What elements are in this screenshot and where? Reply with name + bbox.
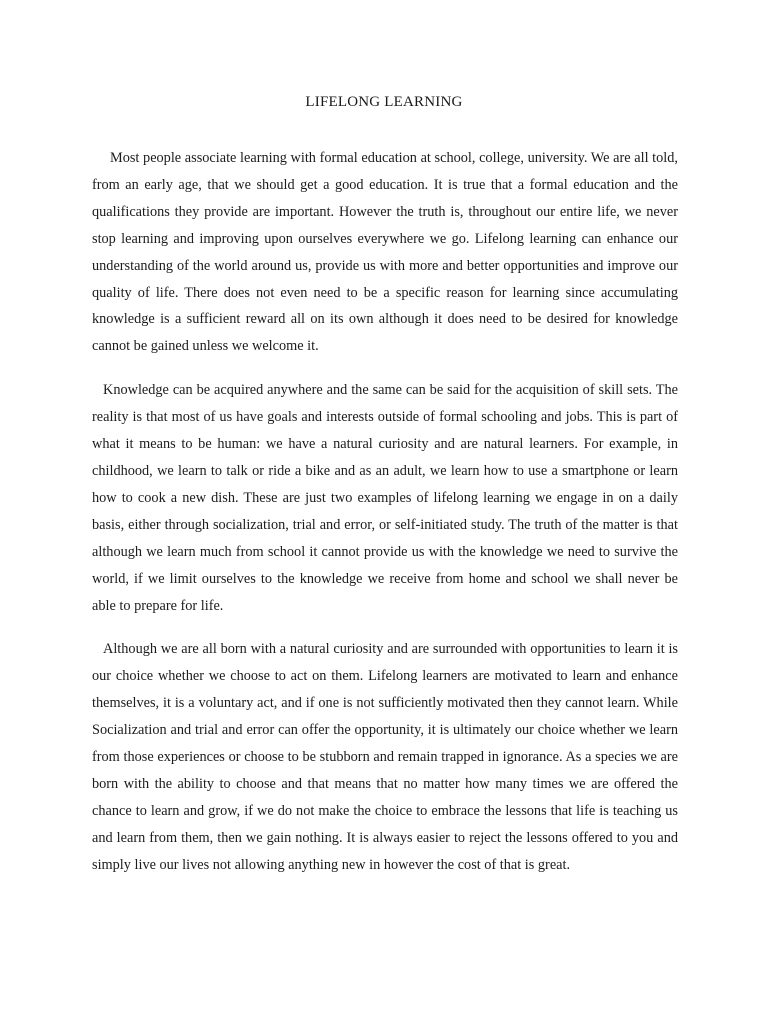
document-body bbox=[92, 145, 678, 879]
paragraph-2: Knowledge can be acquired anywhere and the same can be said for the acquisition of skill sets. The reality is that most of us have goals and interests outside of formal schooling and jobs. This is part of what it means to be human: we have a natural curiosity and are natural learners. For example, in childhood, we learn to talk or ride a bike and as an adult, we learn how to use a smartphone or learn how to cook a new dish. These are just two examples of lifelong learning we engage in on a daily basis, either through socialization, trial and error, or self-initiated study. The truth of the matter is that although we learn much from school it cannot provide us with the knowledge we need to survive the world, if we limit ourselves to the knowledge we receive from home and school we shall never be able to prepare for life. bbox=[92, 382, 678, 614]
document-title: LIFELONG LEARNING bbox=[305, 94, 463, 110]
paragraph-1: Most people associate learning with formal education at school, college, university. We are all told, from an early age, that we should get a good education. It is true that a formal education and the qualifications they provide are important. However the truth is, throughout our entire life, we never stop learning and improving upon ourselves everywhere we go. Lifelong learning can enhance our understanding of the world around us, provide us with more and better opportunities and improve our quality of life. There does not even need to be a specific reason for learning since accumulating knowledge is a sufficient reward all on its own although it does need to be desired for knowledge cannot be gained unless we welcome it. bbox=[92, 150, 678, 355]
paragraph-3: Although we are all born with a natural curiosity and are surrounded with opportunities to learn it is our choice whether we choose to act on them. Lifelong learners are motivated to learn and enhance themselves, it is a voluntary act, and if one is not sufficiently motivated then they cannot learn. While Socialization and trial and error can offer the opportunity, it is ultimately our choice whether we learn from those experiences or choose to be stubborn and remain trapped in ignorance. As a species we are born with the ability to choose and that means that no matter how many times we are offered the chance to learn and grow, if we do not make the choice to embrace the lessons that life is teaching us and learn from them, then we gain nothing. It is always easier to reject the lessons offered to you and simply live our lives not allowing anything new in however the cost of that is great. bbox=[92, 641, 678, 873]
